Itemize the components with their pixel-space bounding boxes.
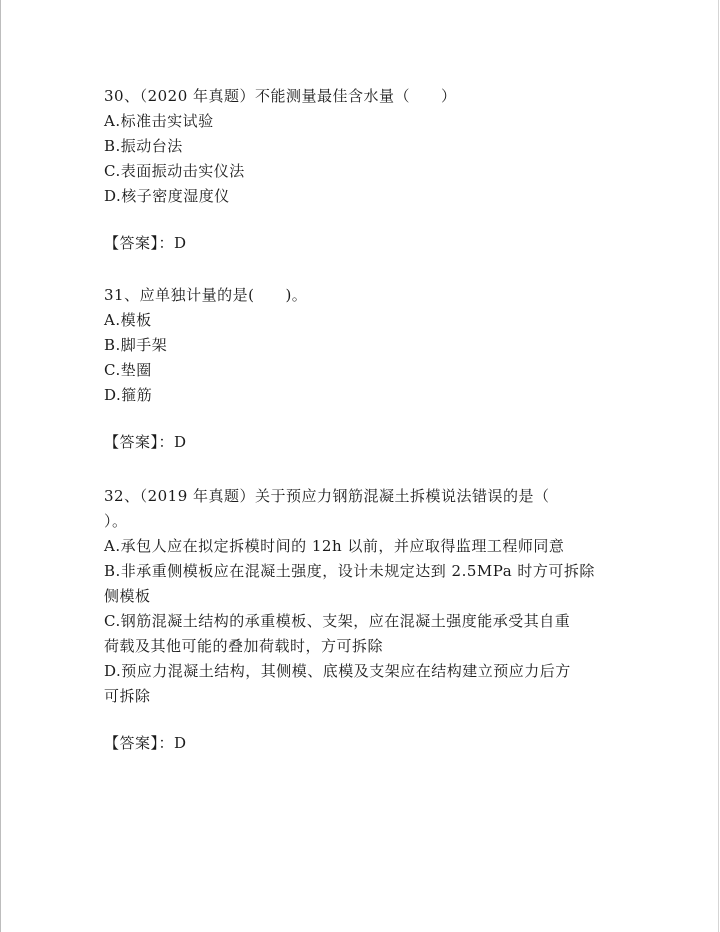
option-a: A.模板 bbox=[104, 311, 152, 329]
question-32 bbox=[104, 484, 624, 756]
option-d: D.预应力混凝土结构，其侧模、底模及支架应在结构建立预应力后方 可拆除 bbox=[104, 662, 571, 705]
question-30 bbox=[104, 84, 624, 256]
option-d: D.核子密度湿度仪 bbox=[104, 187, 230, 205]
option-b: B.非承重侧模板应在混凝土强度，设计未规定达到 2.5MPa 时方可拆除 侧模板 bbox=[104, 562, 595, 605]
question-title: 32、（2019 年真题）关于预应力钢筋混凝土拆模说法错误的是（ ）。 bbox=[104, 487, 550, 530]
option-c: C.表面振动击实仪法 bbox=[104, 162, 245, 180]
option-b: B.振动台法 bbox=[104, 137, 183, 155]
option-a: A.标准击实试验 bbox=[104, 112, 214, 130]
page-border-left bbox=[0, 0, 1, 932]
question-title: 30、（2020 年真题）不能测量最佳含水量（ ） bbox=[104, 87, 457, 105]
question-title: 31、应单独计量的是( )。 bbox=[104, 286, 308, 304]
option-c: C.垫圈 bbox=[104, 361, 152, 379]
question-31 bbox=[104, 283, 624, 455]
option-c: C.钢筋混凝土结构的承重模板、支架，应在混凝土强度能承受其自重 荷载及其他可能的叠加荷载时，方可拆除 bbox=[104, 612, 571, 655]
answer-label: 【答案】：D bbox=[104, 734, 187, 752]
option-a: A.承包人应在拟定拆模时间的 12h 以前，并应取得监理工程师同意 bbox=[104, 537, 565, 555]
answer-label: 【答案】：D bbox=[104, 433, 187, 451]
answer-label: 【答案】：D bbox=[104, 234, 187, 252]
option-d: D.箍筋 bbox=[104, 386, 153, 404]
page-border-right bbox=[718, 0, 719, 932]
document-body bbox=[104, 84, 624, 756]
option-b: B.脚手架 bbox=[104, 336, 168, 354]
